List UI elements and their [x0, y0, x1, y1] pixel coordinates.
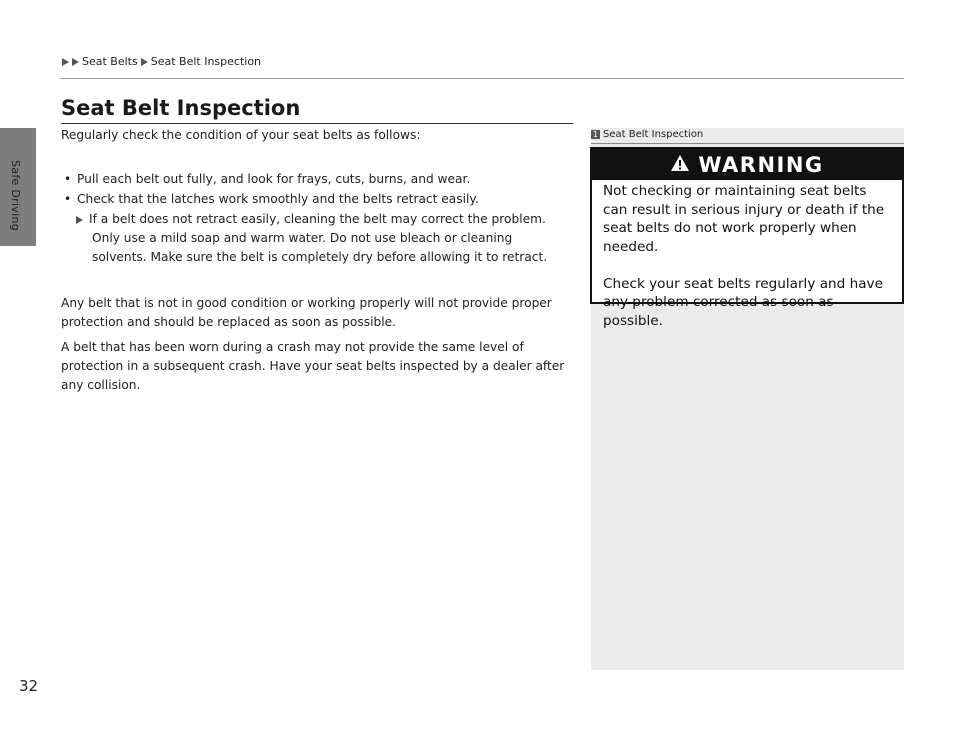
intro-text: Regularly check the condition of your seat belts as follows:: [61, 128, 421, 142]
list-item: [64, 190, 564, 209]
bullet-icon: •: [64, 192, 72, 206]
reference-number-icon: 1: [592, 130, 599, 139]
warning-paragraph-2: Check your seat belts regularly and have any problem corrected as soon as possible.: [603, 275, 883, 329]
paragraph-after-crash: A belt that has been worn during a crash may not provide the same level of protection in a subsequent crash. Have your seat belts inspected by a dealer after any collision.: [61, 340, 565, 392]
note-line-2: Only use a mild soap and warm water. Do not use bleach or cleaning solvents. Make sure the belt is completely dry before allowing it to retract.: [92, 231, 548, 264]
warning-text: [603, 182, 895, 330]
breadcrumb-seat-belt-inspection[interactable]: Seat Belt Inspection: [150, 55, 262, 68]
breadcrumb-seat-belts[interactable]: Seat Belts: [82, 55, 138, 68]
breadcrumb-arrow-icon: [62, 58, 69, 66]
paragraph-replace-belt: Any belt that is not in good condition or working properly will not provide proper protection and should be replaced as soon as possible.: [61, 296, 552, 329]
warning-triangle-icon: [670, 154, 690, 176]
list-item-text: Pull each belt out fully, and look for frays, cuts, burns, and wear.: [77, 172, 471, 186]
side-panel-divider: [591, 143, 904, 144]
breadcrumb: [62, 55, 261, 68]
bullet-icon: •: [64, 172, 72, 186]
list-item: [64, 170, 564, 189]
warning-paragraph-1: Not checking or maintaining seat belts can result in serious injury or death if the seat belts do not work properly when needed.: [603, 183, 885, 255]
warning-header: [592, 149, 902, 180]
breadcrumb-arrow-icon: [72, 58, 79, 66]
page-title: Seat Belt Inspection: [61, 96, 301, 120]
title-divider: [61, 123, 573, 124]
note-line-1: If a belt does not retract easily, cleaning the belt may correct the problem.: [89, 212, 546, 226]
warning-box: [590, 147, 904, 329]
note-arrow-icon: [76, 216, 83, 224]
breadcrumb-arrow-icon: [141, 58, 148, 66]
side-panel-title: Seat Belt Inspection: [603, 129, 704, 140]
warning-title: WARNING: [698, 152, 824, 177]
section-label: Safe Driving: [9, 160, 22, 232]
side-panel-heading: [591, 129, 703, 140]
list-item-text: Check that the latches work smoothly and the belts retract easily.: [77, 192, 479, 206]
cleaning-note: [76, 210, 568, 267]
page-number: 32: [19, 677, 39, 695]
header-divider: [60, 78, 904, 79]
